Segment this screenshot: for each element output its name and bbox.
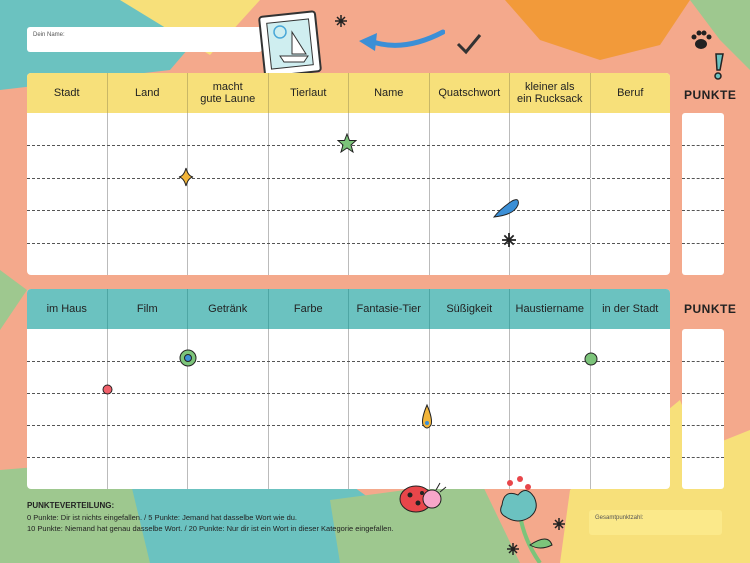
points-cell[interactable] (682, 243, 724, 275)
total-points-label: Gesamtpunktzahl: (595, 515, 644, 521)
header-beruf: Beruf (617, 87, 644, 99)
table-cell[interactable] (269, 426, 350, 457)
table-cell[interactable] (108, 146, 189, 177)
table-2 (27, 289, 670, 489)
table-cell[interactable] (349, 329, 430, 361)
table-cell[interactable] (269, 211, 350, 242)
header-land: Land (108, 73, 189, 113)
table-cell[interactable] (27, 394, 108, 425)
table-cell[interactable] (510, 394, 591, 425)
scoring-info (27, 500, 394, 535)
scoring-line-2: 10 Punkte: Niemand hat genau dasselbe Wort. / 20 Punkte: Nur dir ist ein Wort in dieser Kategorie eingefallen. (27, 524, 394, 533)
table-cell[interactable] (349, 146, 430, 177)
table-cell[interactable] (27, 329, 108, 361)
table-cell[interactable] (349, 113, 430, 145)
arrow-icon (355, 27, 445, 57)
table-cell[interactable] (108, 458, 189, 489)
points-cell[interactable] (682, 178, 724, 210)
points-cell[interactable] (682, 113, 724, 145)
points-cell[interactable] (682, 361, 724, 393)
header-quatschwort: Quatschwort (430, 73, 511, 113)
table-row (27, 361, 670, 393)
ladybug-icon (396, 479, 448, 515)
table-2-body (27, 329, 670, 489)
table-cell[interactable] (591, 179, 671, 210)
points-column-1 (682, 113, 724, 275)
table-cell[interactable] (510, 179, 591, 210)
table-cell[interactable] (591, 211, 671, 242)
points-label-1: PUNKTE (684, 88, 737, 102)
table-cell[interactable] (188, 362, 269, 393)
sparkle-icon (553, 518, 565, 530)
table-cell[interactable] (430, 244, 511, 275)
table-cell[interactable] (108, 179, 189, 210)
checkmark-icon (455, 32, 483, 56)
table-cell[interactable] (430, 329, 511, 361)
table-cell[interactable] (510, 211, 591, 242)
header-in-der-stadt: in der Stadt (602, 303, 659, 315)
table-cell[interactable] (430, 146, 511, 177)
header-fantasie-tier: Fantasie-Tier (349, 289, 430, 329)
table-row (27, 457, 670, 489)
table-cell[interactable] (349, 211, 430, 242)
star-icon (337, 133, 357, 153)
table-cell[interactable] (430, 394, 511, 425)
table-cell[interactable] (349, 426, 430, 457)
paw-icon (690, 30, 712, 50)
table-cell[interactable] (591, 394, 671, 425)
table-cell[interactable] (349, 244, 430, 275)
points-cell[interactable] (682, 425, 724, 457)
table-row (27, 178, 670, 210)
table-cell[interactable] (188, 394, 269, 425)
table-cell[interactable] (269, 329, 350, 361)
header-suessigkeit: Süßigkeit (430, 289, 511, 329)
table-cell[interactable] (108, 394, 189, 425)
table-cell[interactable] (510, 362, 591, 393)
table-row (27, 329, 670, 361)
table-cell[interactable] (591, 362, 671, 393)
table-cell[interactable] (349, 394, 430, 425)
table-cell[interactable] (269, 362, 350, 393)
table-cell[interactable] (510, 146, 591, 177)
table-cell[interactable] (27, 458, 108, 489)
total-points-field[interactable] (589, 510, 722, 535)
table-cell[interactable] (591, 426, 671, 457)
circle-target-icon (179, 349, 197, 367)
diamond-icon (178, 167, 194, 187)
table-cell[interactable] (430, 362, 511, 393)
table-cell[interactable] (27, 146, 108, 177)
dot-icon (102, 384, 113, 395)
table-row (27, 210, 670, 242)
header-tierlaut: Tierlaut (269, 73, 350, 113)
scoring-line-1: 0 Punkte: Dir ist nichts eingefallen. / 5 Punkte: Jemand hat dasselbe Wort wie du. (27, 512, 298, 522)
table-cell[interactable] (349, 179, 430, 210)
header-film: Film (108, 289, 189, 329)
sparkle-icon (335, 15, 347, 27)
table-cell[interactable] (269, 394, 350, 425)
table-cell[interactable] (591, 329, 671, 361)
table-cell[interactable] (591, 113, 671, 145)
sparkle-icon (502, 233, 516, 247)
name-field-label: Dein Name: (33, 32, 65, 38)
table-cell[interactable] (188, 113, 269, 145)
table-cell[interactable] (108, 426, 189, 457)
table-cell[interactable] (188, 329, 269, 361)
points-cell[interactable] (682, 329, 724, 361)
table-cell[interactable] (591, 146, 671, 177)
table-cell[interactable] (269, 244, 350, 275)
points-cell[interactable] (682, 457, 724, 489)
header-stadt: Stadt (27, 73, 108, 113)
header-name: Name (349, 73, 430, 113)
table-cell[interactable] (591, 244, 671, 275)
header-farbe: Farbe (269, 289, 350, 329)
header-kleiner-als-rucksack: kleiner als ein Rucksack (510, 73, 591, 113)
table-cell[interactable] (27, 244, 108, 275)
table-cell[interactable] (430, 113, 511, 145)
table-1 (27, 73, 670, 275)
dot-icon (584, 352, 598, 366)
table-cell[interactable] (108, 329, 189, 361)
exclamation-icon (708, 52, 728, 80)
table-cell[interactable] (188, 179, 269, 210)
table-cell[interactable] (510, 426, 591, 457)
header-getraenk: Getränk (188, 289, 269, 329)
table-cell[interactable] (108, 211, 189, 242)
table-cell[interactable] (591, 458, 671, 489)
table-1-header (27, 73, 670, 113)
table-cell[interactable] (108, 113, 189, 145)
points-cell[interactable] (682, 210, 724, 242)
table-row (27, 393, 670, 425)
table-cell[interactable] (188, 146, 269, 177)
table-row (27, 425, 670, 457)
scoring-title: PUNKTEVERTEILUNG: (27, 501, 115, 510)
table-cell[interactable] (188, 211, 269, 242)
table-cell[interactable] (349, 362, 430, 393)
boat-stamp-icon (258, 10, 322, 78)
table-cell[interactable] (510, 113, 591, 145)
drop-icon (419, 403, 435, 431)
drop-icon (492, 195, 522, 221)
table-cell[interactable] (188, 244, 269, 275)
header-im-haus: im Haus (27, 289, 108, 329)
table-cell[interactable] (188, 458, 269, 489)
table-cell[interactable] (27, 113, 108, 145)
header-macht-gute-laune: macht gute Laune (188, 73, 269, 113)
table-row (27, 243, 670, 275)
sparkle-icon (507, 543, 519, 555)
points-label-2: PUNKTE (684, 302, 737, 316)
table-cell[interactable] (269, 179, 350, 210)
flower-icon (490, 475, 560, 563)
name-field[interactable] (27, 27, 262, 52)
points-cell[interactable] (682, 145, 724, 177)
table-2-header (27, 289, 670, 329)
table-cell[interactable] (269, 458, 350, 489)
table-cell[interactable] (27, 211, 108, 242)
table-cell[interactable] (27, 179, 108, 210)
table-cell[interactable] (188, 426, 269, 457)
table-cell[interactable] (108, 244, 189, 275)
table-cell[interactable] (27, 426, 108, 457)
table-cell[interactable] (430, 426, 511, 457)
header-haustiername: Haustiername (510, 289, 591, 329)
points-column-2 (682, 329, 724, 489)
table-cell[interactable] (510, 329, 591, 361)
table-cell[interactable] (510, 244, 591, 275)
table-cell[interactable] (27, 362, 108, 393)
points-cell[interactable] (682, 393, 724, 425)
table-cell[interactable] (108, 362, 189, 393)
